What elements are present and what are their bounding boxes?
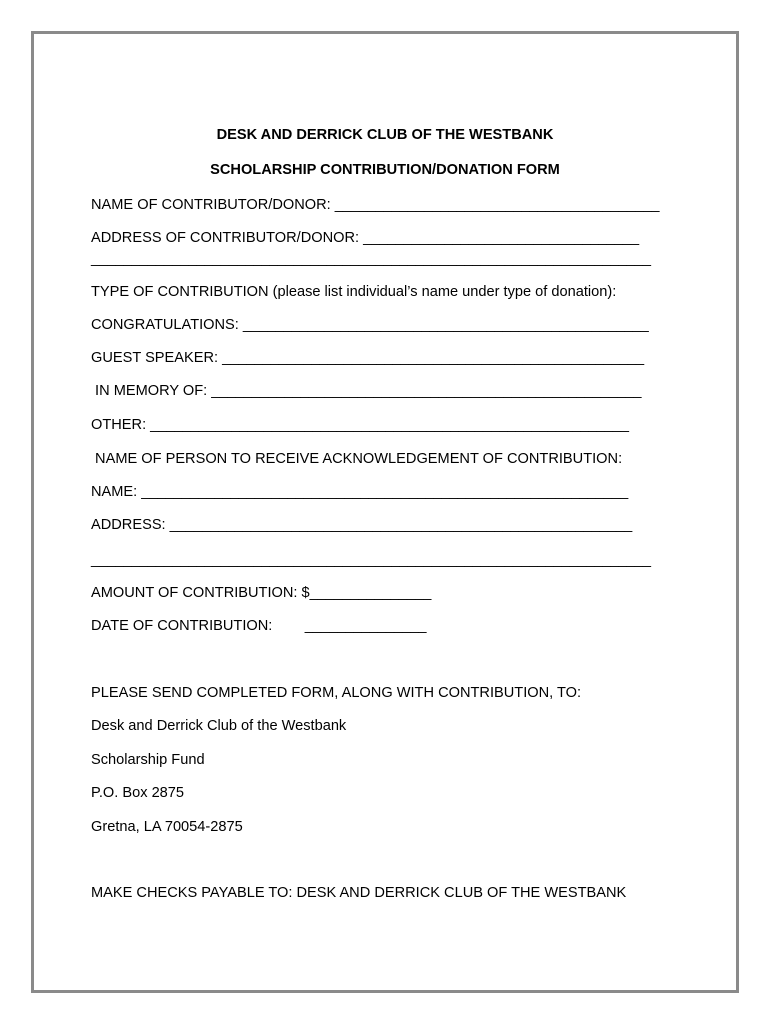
send-instructions: PLEASE SEND COMPLETED FORM, ALONG WITH CONTRIBUTION, TO: <box>91 685 582 701</box>
acknowledgement-heading: NAME OF PERSON TO RECEIVE ACKNOWLEDGEMENT OF CONTRIBUTION: <box>91 451 623 467</box>
contributor-address-field: ADDRESS OF CONTRIBUTOR/DONOR: __________________________________ <box>91 230 640 246</box>
mailing-city: Gretna, LA 70054-2875 <box>91 819 243 835</box>
contributor-address-line2: _____________________________________________________________________ <box>91 251 652 267</box>
ack-address-line2: _____________________________________________________________________ <box>91 552 652 568</box>
amount-field: AMOUNT OF CONTRIBUTION: $_______________ <box>91 585 432 601</box>
other-field: OTHER: ___________________________________________________________ <box>91 417 630 433</box>
form-subtitle: SCHOLARSHIP CONTRIBUTION/DONATION FORM <box>210 162 560 178</box>
ack-name-field: NAME: ____________________________________________________________ <box>91 484 629 500</box>
contribution-type-heading: TYPE OF CONTRIBUTION (please list individual’s name under type of donation): <box>91 284 617 300</box>
date-field: DATE OF CONTRIBUTION: _______________ <box>91 618 427 634</box>
contributor-name-field: NAME OF CONTRIBUTOR/DONOR: ________________________________________ <box>91 197 660 213</box>
form-title: DESK AND DERRICK CLUB OF THE WESTBANK <box>216 127 554 143</box>
mailing-org: Desk and Derrick Club of the Westbank <box>91 718 347 734</box>
mailing-po-box: P.O. Box 2875 <box>91 785 185 801</box>
ack-address-field: ADDRESS: _________________________________________________________ <box>91 517 633 533</box>
mailing-fund: Scholarship Fund <box>91 752 205 768</box>
in-memory-of-field: IN MEMORY OF: _____________________________________________________ <box>91 383 642 399</box>
checks-payable-note: MAKE CHECKS PAYABLE TO: DESK AND DERRICK CLUB OF THE WESTBANK <box>91 885 627 901</box>
guest-speaker-field: GUEST SPEAKER: ____________________________________________________ <box>91 350 645 366</box>
congratulations-field: CONGRATULATIONS: __________________________________________________ <box>91 317 649 333</box>
